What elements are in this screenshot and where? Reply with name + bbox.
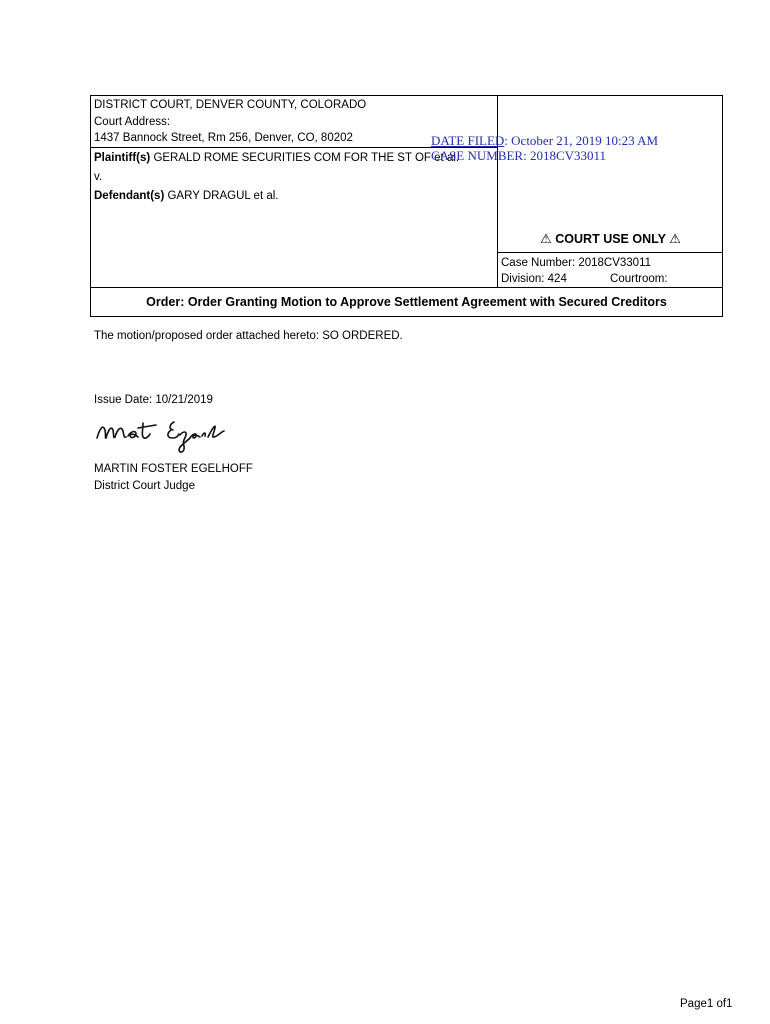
date-filed-value: : October 21, 2019 10:23 AM — [504, 133, 659, 148]
court-use-only-header — [499, 231, 722, 247]
division: Division: 424 — [501, 273, 567, 285]
issue-date: Issue Date: 10/21/2019 — [94, 394, 213, 406]
parties — [94, 149, 459, 206]
judge-block — [94, 461, 253, 495]
warning-triangle-icon: ⚠ — [669, 231, 681, 246]
date-filed-line — [431, 133, 658, 148]
plaintiff-label: Plaintiff(s) — [94, 152, 151, 164]
judge-name: MARTIN FOSTER EGELHOFF — [94, 463, 253, 475]
order-body: The motion/proposed order attached hereto: SO ORDERED. — [94, 330, 403, 342]
court-address: 1437 Bannock Street, Rm 256, Denver, CO, 80202 — [94, 132, 353, 144]
courtroom: Courtroom: — [610, 273, 668, 285]
court-use-label: COURT USE ONLY — [555, 232, 666, 246]
court-name: DISTRICT COURT, DENVER COUNTY, COLORADO — [94, 99, 367, 111]
defendant-name: GARY DRAGUL et al. — [167, 190, 279, 202]
defendant-line — [94, 187, 459, 206]
defendant-label: Defendant(s) — [94, 190, 165, 202]
court-info — [94, 97, 366, 147]
page-number: Page1 of1 — [680, 998, 733, 1010]
judge-title: District Court Judge — [94, 480, 195, 492]
date-filed-prefix: DATE FILED — [431, 133, 505, 148]
case-number: Case Number: 2018CV33011 — [501, 257, 652, 269]
case-info — [501, 255, 668, 287]
caption-left-column — [91, 96, 498, 287]
plaintiff-line — [94, 149, 459, 168]
stamp-case-number: CASE NUMBER: 2018CV33011 — [431, 148, 607, 163]
versus: v. — [94, 171, 103, 183]
filing-stamp — [431, 133, 658, 163]
plaintiff-name: GERALD ROME SECURITIES COM FOR THE ST OF et al. — [153, 152, 460, 164]
court-use-divider — [498, 252, 723, 253]
judge-signature — [94, 414, 229, 456]
order-title: Order: Order Granting Motion to Approve Settlement Agreement with Secured Creditors — [91, 287, 722, 317]
court-address-label: Court Address: — [94, 115, 171, 128]
case-caption-box — [90, 95, 723, 317]
warning-triangle-icon: ⚠ — [540, 231, 552, 246]
division-line — [501, 271, 668, 287]
